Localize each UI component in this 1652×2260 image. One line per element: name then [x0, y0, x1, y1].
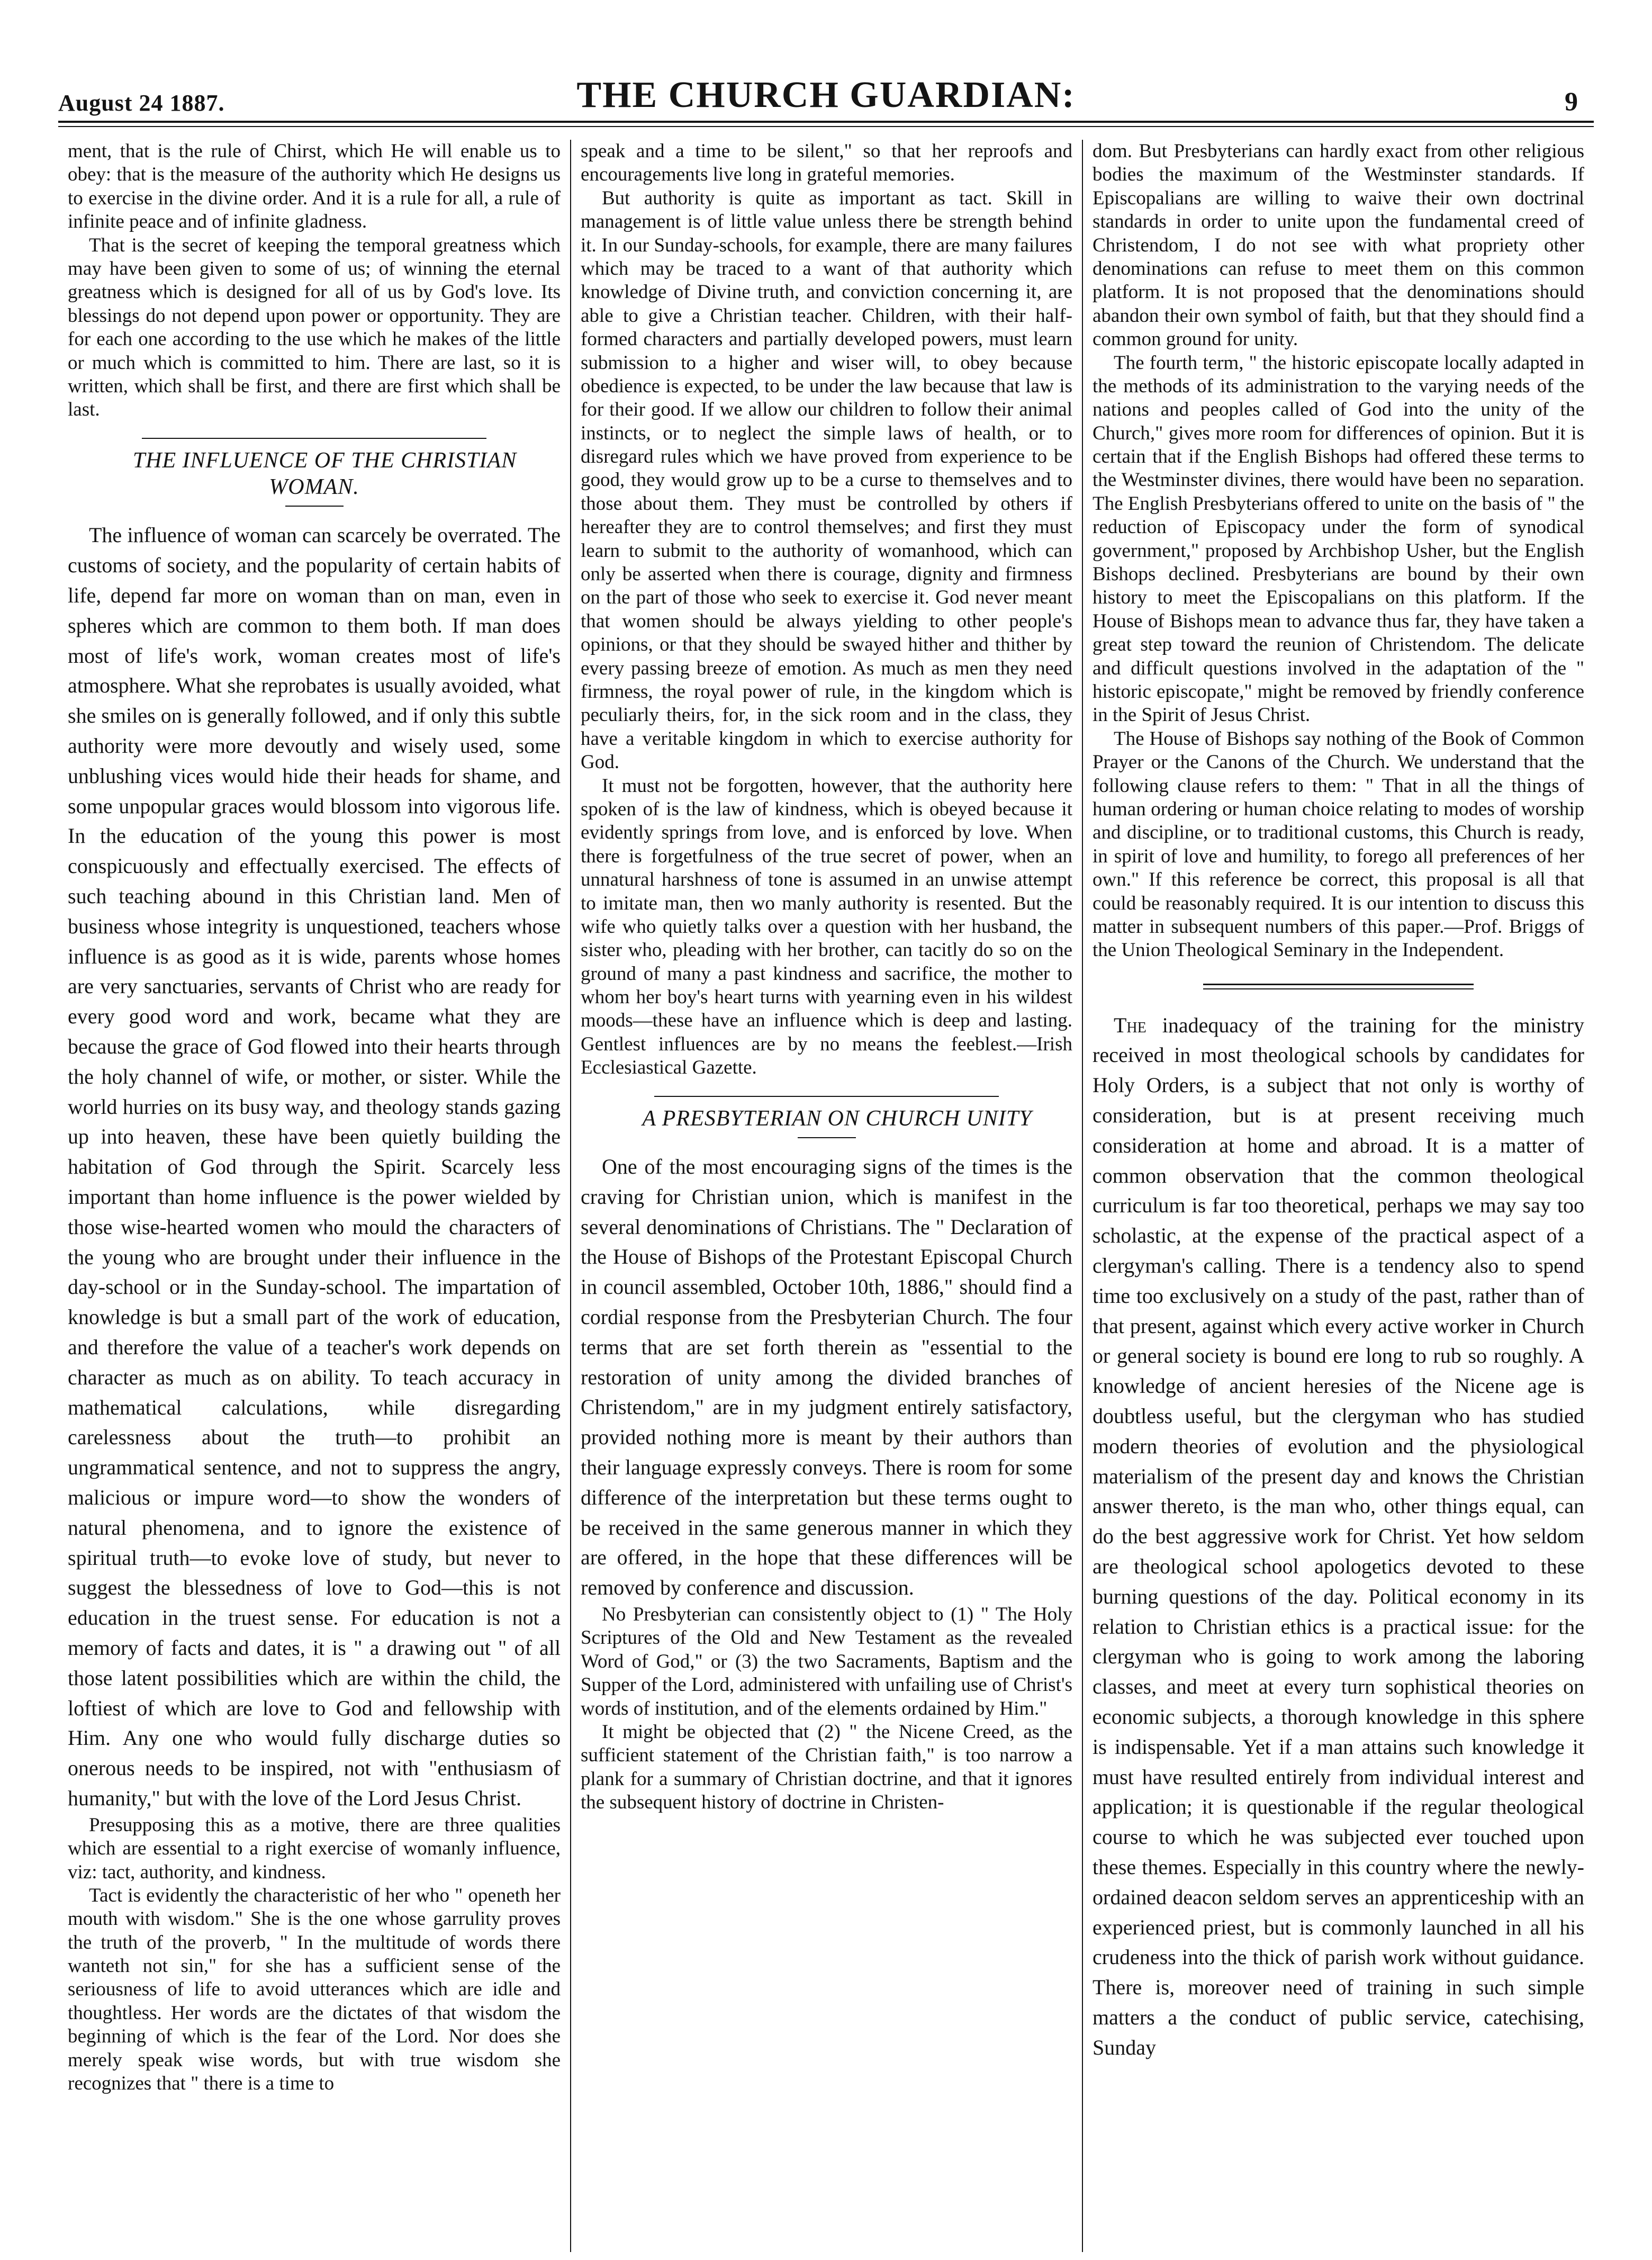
newspaper-title: THE CHURCH GUARDIAN: — [576, 75, 1076, 115]
column-3 — [1082, 140, 1594, 2252]
paragraph: The influence of woman can scarcely be overrated. The customs of society, and the popularity of certain habits of life, depend far more on woman than on man, even in spheres which are common to them both. If man does most of life's work, woman creates most of life's atmosphere. What she reprobates is usually avoided, what she smiles on is generally followed, and if only this subtle authority were more devoutly and wisely used, some unblushing vices would hide their heads for shame, and some unpopular graces would blossom into vigorous life. In the education of the young this power is most conspicuously and effectually exercised. The effects of such teaching abound in this Christian land. Men of business whose integrity is unquestioned, teachers whose influence is as good as it is wide, parents whose homes are very sanctuaries, servants of Christ who are ready for every good word and work, became what they are because the grace of God flowed into their hearts through the holy channel of wife, or mother, or sister. While the world hurries on its busy way, and theology stands gazing up into heaven, these have been quietly building the habitation of God through the Spirit. Scarcely less important than home influence is the power wielded by those wise-hearted women who mould the characters of the young who are brought under their influence in the day-school or in the Sunday-school. The impartation of knowledge is but a small part of the work of education, and therefore the value of a teacher's work depends on character as much as on ability. To teach accuracy in mathematical calculations, while disregarding carelessness about the truth—to prohibit an ungrammatical sentence, and not to suppress the angry, malicious or impure word—to show the wonders of natural phenomena, and to ignore the existence of spiritual truth—to evoke love of study, but never to suggest the blessedness of love to God—this is not education in the truest sense. For education is not a memory of facts and dates, it is " a drawing out " of all those latent possibilities which are within the child, the loftiest of which are love to God and fellowship with Him. Any one who would fully discharge duties so onerous needs to be inspired, not with "enthusiasm of humanity," but with the love of the Lord Jesus Christ. — [68, 523, 561, 1810]
lead-word: The — [1114, 1013, 1147, 1037]
article-heading: A PRESBYTERIAN ON CHURCH UNITY — [642, 1106, 1032, 1131]
paragraph: But authority is quite as important as tact. Skill in management is of little value unless there be strength behind it. In our Sunday-schools, for example, there are many failures which may be traced to a want of that authority which knowledge of Divine truth, and conviction concerning it, are able to give a Christian teacher. Children, with their half-formed characters and partially developed powers, must learn submission to a higher and wiser will, to obey because obedience is expected, to be under the law because that law is for their good. If we allow our children to follow their animal instincts, or to neglect the simple laws of health, or to disregard rules which we have proved from experience to be good, they would grow up to be a curse to themselves and to those about them. They must be controlled by others if hereafter they are to control themselves; and first they must learn to submit to the authority of womanhood, which can only be asserted when there is courage, dignity and firmness on the part of those who seek to exercise it. God never meant that women should be always yielding to other people's opinions, or that they should be swayed hither and thither by every passing breeze of emotion. As much as men they need firmness, the royal power of rule, in the kingdom which is peculiarly theirs, for, in the sick room and in the class, they have a veritable kingdom in which to exercise authority for God. — [581, 187, 1072, 773]
paragraph: speak and a time to be silent," so that her reproofs and encouragements live long in grateful memories. — [581, 140, 1072, 186]
paragraph: ment, that is the rule of Chirst, which He will enable us to obey: that is the measure of the authority which He designs us to exercise in the divine order. And it is a rule for all, a rule of infinite peace and of infinite gladness. — [68, 140, 561, 233]
column-1 — [58, 140, 570, 2252]
column-2 — [570, 140, 1082, 2252]
paragraph-body: inadequacy of the training for the ministry received in most theological schools by candidates for Holy Orders, is a subject that not only is worthy of consideration, but is at present receiving much consideration at home and abroad. It is a matter of common observation that the common theological curriculum is far too theoretical, perhaps we may say too scholastic, at the expense of the practical aspect of a clergyman's calling. There is a tendency also to spend time too exclusively on a study of the past, rather than of that present, against which every active worker in Church or general society is bound ere long to rub so roughly. A knowledge of ancient heresies of the Nicene age is doubtless useful, but the clergyman who has studied modern theories of evolution and the physiological materialism of the present day and knows the Christian answer thereto, is the man who, other things equal, can do the best aggressive work for Christ. Yet how seldom are theological school apologetics devoted to these burning questions of the day. Political economy in its relation to Christian ethics is a practical issue: for the clergyman who is going to work among the laboring classes, and meet at every turn sophistical theories on economic subjects, a thorough knowledge in this sphere is indispensable. Yet if a man attains such knowledge it must have resulted entirely from individual interest and application; it is questionable if the regular theological course to which he was subjected ever touched upon these themes. Especially in this country where the newly-ordained deacon seldom serves an apprenticeship with an experienced priest, but is commonly launched in all his crudeness into the thick of parish work without guidance. There is, moreover need of training in such simple matters a the conduct of public service, catechising, Sunday — [1093, 1013, 1585, 2059]
paragraph: Tact is evidently the characteristic of her who " openeth her mouth with wisdom." She is the one whose garrulity proves the truth of the proverb, " In the multitude of words there wanteth not sin," for she has a sufficient sense of the seriousness of life to avoid utterances which are idle and thoughtless. Her words are the dictates of that wisdom the beginning of which is the fear of the Lord. Nor does she merely speak wise words, but with true wisdom she recognizes that " there is a time to — [68, 1884, 561, 2095]
page-number: 9 — [1565, 86, 1578, 116]
masthead-rule — [58, 121, 1594, 127]
paragraph: dom. But Presbyterians can hardly exact from other religious bodies the maximum of the Westminster standards. If Episcopalians are willing to waive their own doctrinal standards in order to unite upon the fundamental creed of Christendom, I do not see with what propriety other denominations can refuse to meet them on this common platform. It is not proposed that the denominations should abandon their own symbol of faith, but that they should find a common ground for unity. — [1093, 140, 1584, 350]
columns — [58, 140, 1594, 2252]
paragraph: That is the secret of keeping the temporal greatness which may have been given to some of us; of winning the eternal greatness which is designed for all of us by God's love. Its blessings do not depend upon power or opportunity. They are for each one according to the use which he makes of the little or much which is committed to him. There are last, so it is written, which shall be first, and there are first which shall be last. — [68, 234, 561, 421]
issue-date: August 24 1887. — [58, 90, 225, 116]
paragraph — [1093, 1011, 1584, 2063]
heading-rule — [798, 1137, 856, 1138]
paragraph: Presupposing this as a motive, there are three qualities which are essential to a right exercise of womanly influence, viz: tact, authority, and kindness. — [68, 1814, 561, 1883]
paragraph: It might be objected that (2) " the Nicene Creed, as the sufficient statement of the Christian faith," is too narrow a plank for a summary of Christian doctrine, and that it ignores the subsequent history of doctrine in Christen- — [581, 1721, 1072, 1814]
heading-rule — [285, 506, 344, 507]
article-heading: THE INFLUENCE OF THE CHRISTIAN WOMAN. — [132, 448, 517, 500]
article-separator — [654, 1096, 998, 1097]
paragraph: It must not be forgotten, however, that the authority here spoken of is the law of kindness, which is obeyed because it evidently springs from love, and is enforced by love. When there is forgetfulness of the true secret of power, when an unnatural harshness of tone is assumed in an unwise attempt to imitate man, then wo manly authority is resented. But the wife who quietly talks over a question with her husband, the sister who, pleading with her brother, can tacitly do so on the ground of many a past kindness and sacrifice, the mother to whom her boy's heart turns with yearning even in his wildest moods—these have an influence which is deep and lasting. Gentlest influences are by no means the feeblest.—Irish Ecclesiastical Gazette. — [581, 775, 1072, 1079]
article-separator — [142, 438, 487, 439]
paragraph: No Presbyterian can consistently object to (1) " The Holy Scriptures of the Old and New Testament as the revealed Word of God," or (3) the two Sacraments, Baptism and the Supper of the Lord, administered with unfailing use of Christ's words of institution, and of the elements ordained by Him." — [581, 1603, 1072, 1719]
paragraph: The House of Bishops say nothing of the Book of Common Prayer or the Canons of the Church. We understand that the following clause refers to them: " That in all the things of human ordering or human choice relating to modes of worship and discipline, or to traditional customs, this Church is ready, in spirit of love and humility, to forego all preferences of her own." If this reference be correct, this proposal is all that could be reasonably required. It is our intention to discuss this matter in subsequent numbers of this paper.—Prof. Briggs of the Union Theological Seminary in the Independent. — [1093, 727, 1584, 961]
paragraph: One of the most encouraging signs of the times is the craving for Christian union, which is manifest in the several denominations of Christians. The " Declaration of the House of Bishops of the Protestant Episcopal Church in council assembled, October 10th, 1886," should find a cordial response from the Presbyterian Church. The four terms that are set forth therein as "essential to the restoration of unity among the divided branches of Christendom," are in my judgment entirely satisfactory, provided nothing more is meant by their authors than their language expressly conveys. There is room for some difference of the interpretation but these terms ought to be received in the same generous manner in which they are offered, in the hope that these differences will be removed by conference and discussion. — [581, 1155, 1072, 1600]
masthead — [58, 69, 1594, 116]
article-separator — [1203, 984, 1474, 989]
paragraph: The fourth term, " the historic episcopate locally adapted in the methods of its administration to the varying needs of the nations and peoples called of God into the unity of the Church," gives more room for differences of opinion. But it is certain that if the English Bishops had offered these terms to the Westminster divines, there would have been no separation. The English Presbyterians offered to unite on the basis of " the reduction of Episcopacy under the form of synodical government," proposed by Archbishop Usher, but the English Bishops declined. Presbyterians are bound by their own history to meet the Episcopalians on this platform. If the House of Bishops mean to advance thus far, they have taken a great step toward the reunion of Christendom. The delicate and difficult questions involved in the adaptation of the " historic episcopate," might be removed by friendly conference in the Spirit of Jesus Christ. — [1093, 352, 1584, 726]
